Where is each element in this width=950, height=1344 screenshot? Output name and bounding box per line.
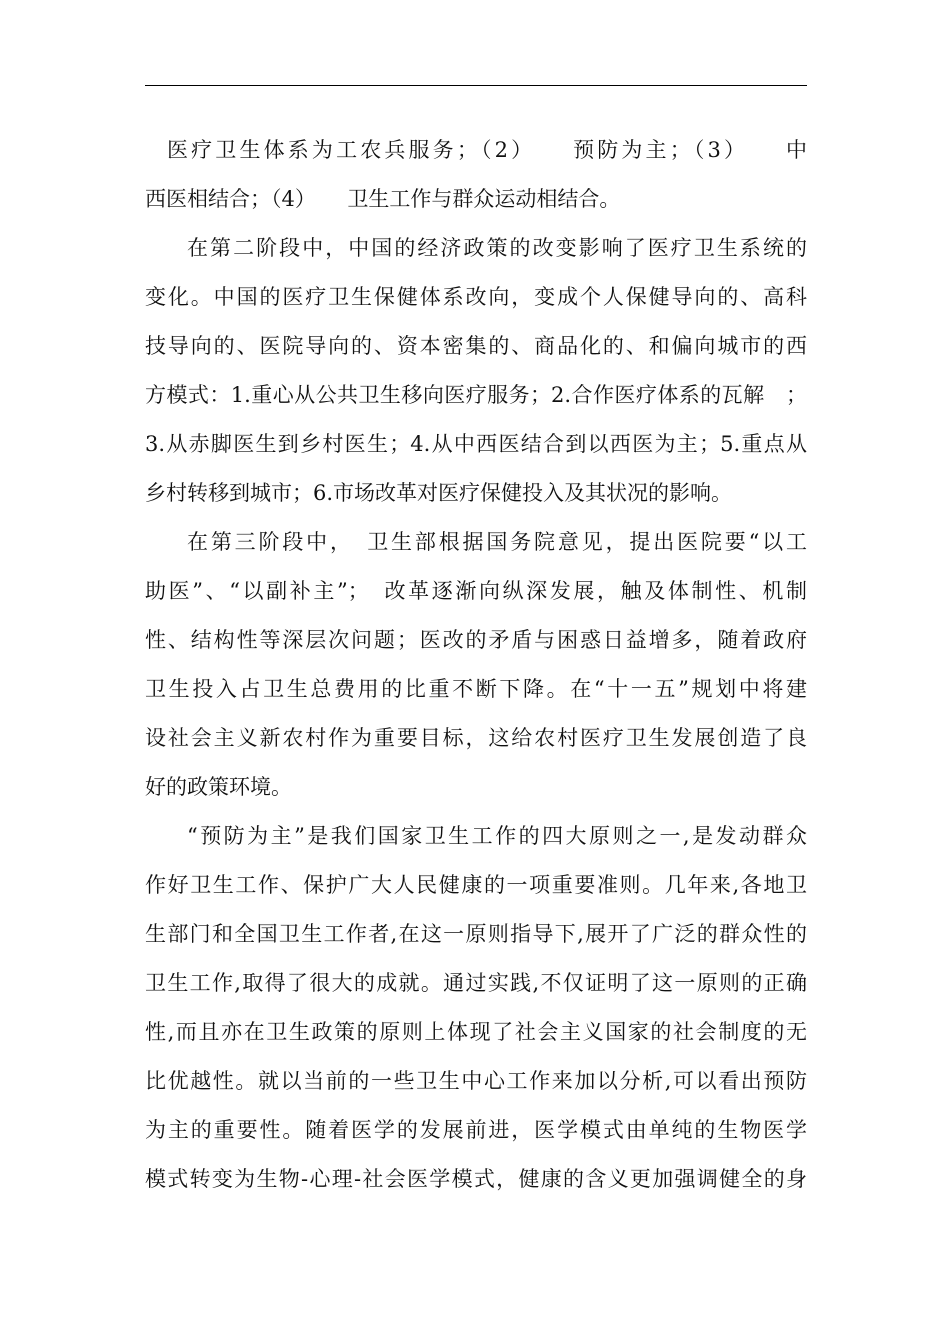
paragraph-line: 助医”、“以副补主”； 改革逐渐向纵深发展，触及体制性、机制 bbox=[145, 579, 807, 603]
paragraph-line: 性,而且亦在卫生政策的原则上体现了社会主义国家的社会制度的无 bbox=[145, 1020, 807, 1044]
paragraph-line: 设社会主义新农村作为重要目标，这给农村医疗卫生发展创造了良 bbox=[145, 726, 807, 750]
paragraph-line: 3.从赤脚医生到乡村医生；4.从中西医结合到以西医为主；5.重点从 bbox=[145, 432, 807, 456]
paragraph-line: 性、结构性等深层次问题；医改的矛盾与困惑日益增多，随着政府 bbox=[145, 628, 807, 652]
header-rule bbox=[145, 85, 807, 86]
paragraph-line: 卫生工作,取得了很大的成就。通过实践,不仅证明了这一原则的正确 bbox=[145, 971, 807, 995]
paragraph-line: 在第三阶段中， 卫生部根据国务院意见，提出医院要“以工 bbox=[187, 530, 807, 554]
paragraph-line: 生部门和全国卫生工作者,在这一原则指导下,展开了广泛的群众性的 bbox=[145, 922, 807, 946]
paragraph-line: 模式转变为生物-心理-社会医学模式，健康的含义更加强调健全的身 bbox=[145, 1167, 807, 1191]
paragraph-line: 比优越性。就以当前的一些卫生中心工作来加以分析,可以看出预防 bbox=[145, 1069, 807, 1093]
paragraph-line: 西医相结合；（4） 卫生工作与群众运动相结合。 bbox=[145, 187, 621, 211]
paragraph-line: 好的政策环境。 bbox=[145, 775, 292, 799]
paragraph-line: 作好卫生工作、保护广大人民健康的一项重要准则。几年来,各地卫 bbox=[145, 873, 807, 897]
document-body bbox=[145, 126, 807, 1204]
paragraph-line: 为主的重要性。随着医学的发展前进，医学模式由单纯的生物医学 bbox=[145, 1118, 807, 1142]
paragraph-line: 卫生投入占卫生总费用的比重不断下降。在“十一五”规划中将建 bbox=[145, 677, 807, 701]
paragraph-line: “预防为主”是我们国家卫生工作的四大原则之一,是发动群众 bbox=[187, 824, 807, 848]
paragraph-line: 技导向的、医院导向的、资本密集的、商品化的、和偏向城市的西 bbox=[145, 334, 807, 358]
paragraph-line: 方模式：1.重心从公共卫生移向医疗服务；2.合作医疗体系的瓦解 ； bbox=[145, 383, 807, 407]
paragraph-line: 变化。中国的医疗卫生保健体系改向，变成个人保健导向的、高科 bbox=[145, 285, 807, 309]
paragraph-line: 在第二阶段中，中国的经济政策的改变影响了医疗卫生系统的 bbox=[187, 236, 807, 260]
paragraph-line: 医疗卫生体系为工农兵服务；（2） 预防为主；（3） 中 bbox=[167, 138, 807, 162]
paragraph-line: 乡村转移到城市；6.市场改革对医疗保健投入及其状况的影响。 bbox=[145, 481, 733, 505]
